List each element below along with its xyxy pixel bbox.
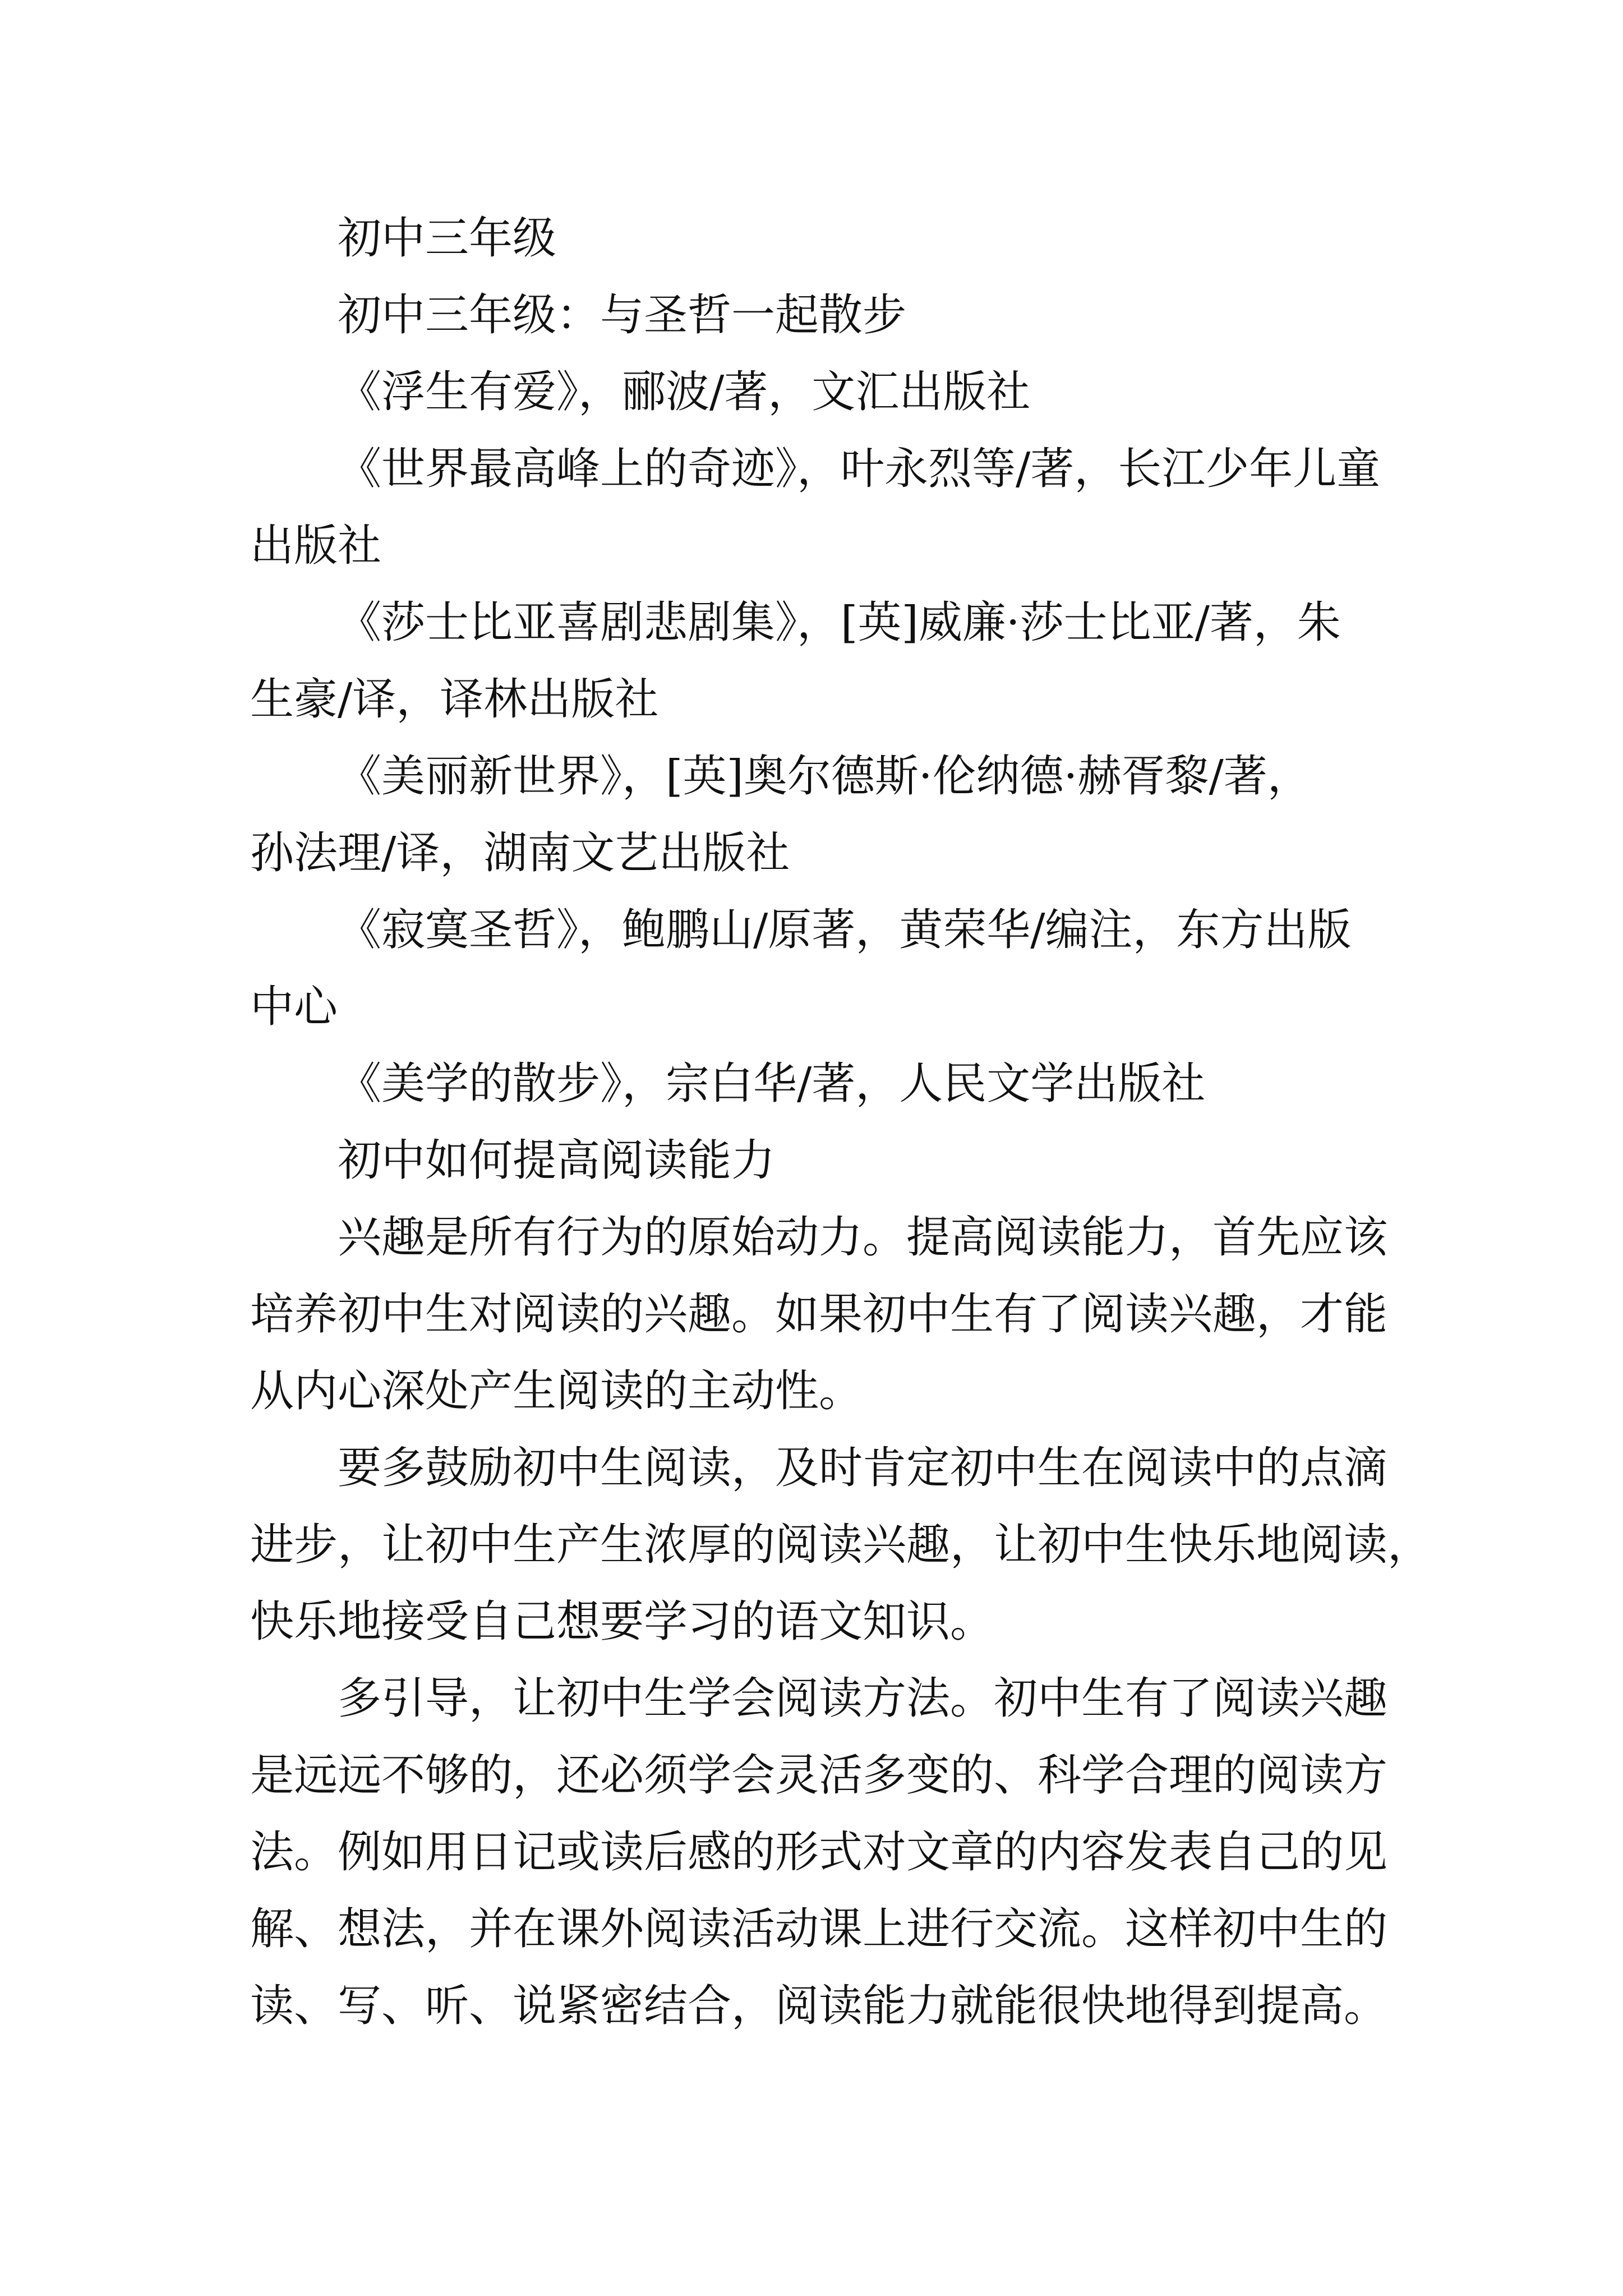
- paragraph-3-line-1: 多引导，让初中生学会阅读方法。初中生有了阅读兴趣: [338, 1673, 1388, 1724]
- paragraph-3-line-5: 读、写、听、说紧密结合，阅读能力就能很快地得到提高。: [250, 1981, 1388, 2031]
- book-entry-3-continued: 生豪/译，译林出版社: [250, 674, 659, 725]
- paragraph-3-line-4: 解、想法，并在课外阅读活动课上进行交流。这样初中生的: [250, 1904, 1388, 1954]
- reading-list-title: 初中三年级：与圣哲一起散步: [338, 290, 907, 341]
- paragraph-3-line-3: 法。例如用日记或读后感的形式对文章的内容发表自己的见: [250, 1827, 1388, 1878]
- book-entry-2: 《世界最高峰上的奇迹》，叶永烈等/著，长江少年儿童: [338, 444, 1381, 494]
- book-entry-5: 《寂寞圣哲》，鲍鹏山/原著，黄荣华/编注，东方出版: [338, 905, 1352, 955]
- paragraph-2-line-1: 要多鼓励初中生阅读，及时肯定初中生在阅读中的点滴: [338, 1443, 1388, 1493]
- book-entry-2-continued: 出版社: [250, 521, 382, 571]
- paragraph-2-line-2: 进步，让初中生产生浓厚的阅读兴趣，让初中生快乐地阅读，: [250, 1520, 1432, 1570]
- book-entry-4-continued: 孙法理/译，湖南文艺出版社: [250, 828, 790, 878]
- section-heading: 初中如何提高阅读能力: [338, 1135, 776, 1186]
- book-entry-3: 《莎士比亚喜剧悲剧集》，[英]威廉·莎士比亚/著，朱: [338, 597, 1341, 648]
- paragraph-1-line-1: 兴趣是所有行为的原始动力。提高阅读能力，首先应该: [338, 1212, 1388, 1263]
- paragraph-1-line-3: 从内心深处产生阅读的主动性。: [250, 1366, 863, 1416]
- book-entry-1: 《浮生有爱》，郦波/著，文汇出版社: [338, 367, 1031, 417]
- paragraph-2-line-3: 快乐地接受自己想要学习的语文知识。: [250, 1596, 994, 1647]
- book-entry-4: 《美丽新世界》，[英]奥尔德斯·伦纳德·赫胥黎/著，: [338, 751, 1311, 802]
- paragraph-3-line-2: 是远远不够的，还必须学会灵活多变的、科学合理的阅读方: [250, 1750, 1388, 1801]
- grade-heading: 初中三年级: [338, 213, 557, 264]
- book-entry-5-continued: 中心: [250, 982, 338, 1032]
- paragraph-1-line-2: 培养初中生对阅读的兴趣。如果初中生有了阅读兴趣，才能: [250, 1289, 1388, 1340]
- book-entry-6: 《美学的散步》，宗白华/著，人民文学出版社: [338, 1059, 1206, 1109]
